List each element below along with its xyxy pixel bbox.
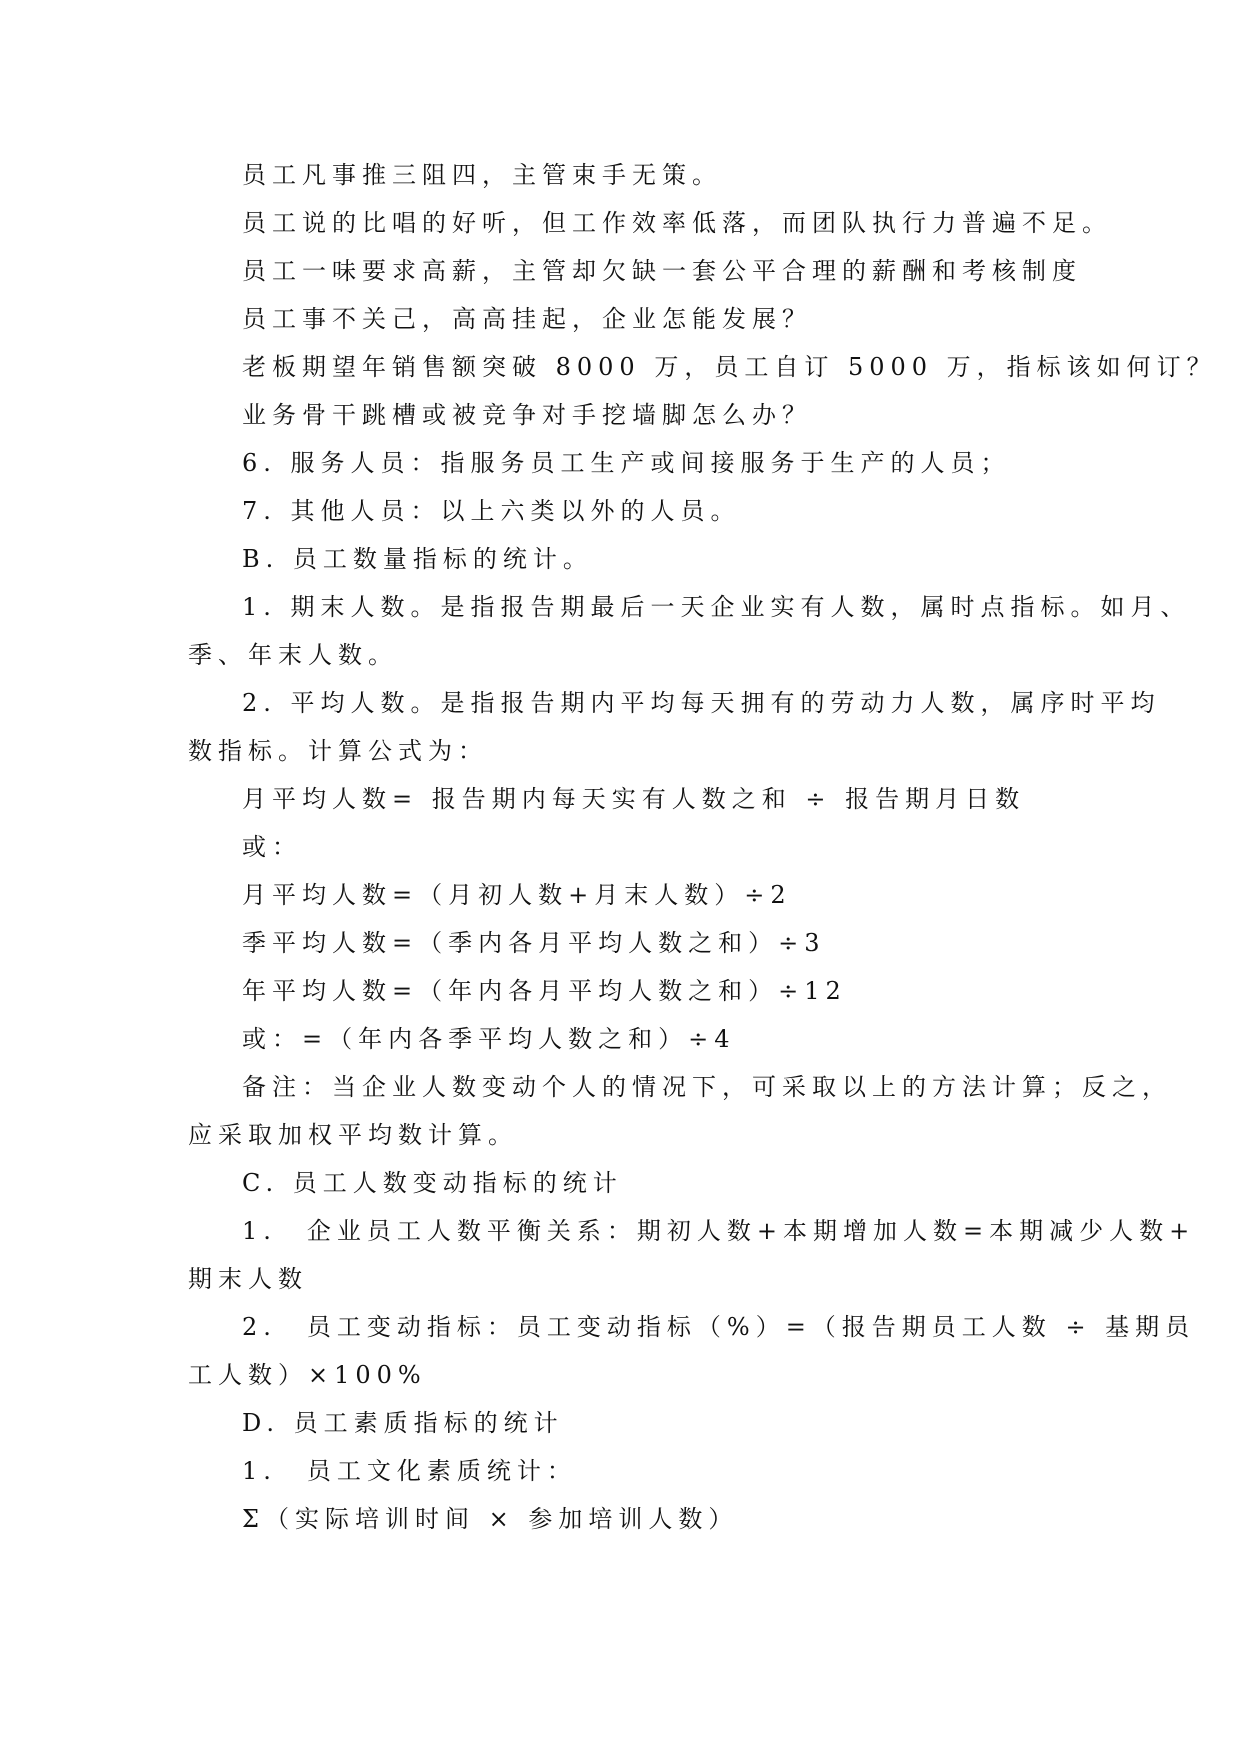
formula-line: 年平均人数=（年内各月平均人数之和）÷12 <box>242 977 847 1005</box>
text-line: 员工说的比唱的好听，但工作效率低落，而团队执行力普遍不足。 <box>242 209 1112 237</box>
text-line: 6. 服务人员：指服务员工生产或间接服务于生产的人员； <box>242 449 1011 477</box>
formula-line: 月平均人数= 报告期内每天实有人数之和 ÷ 报告期月日数 <box>242 785 1026 813</box>
text-line: 1. 期末人数。是指报告期最后一天企业实有人数，属时点指标。如月、 <box>242 593 1191 621</box>
section-heading: C. 员工人数变动指标的统计 <box>242 1169 623 1197</box>
formula-line: 或：=（年内各季平均人数之和）÷4 <box>242 1025 736 1053</box>
formula-line: Σ（实际培训时间 × 参加培训人数） <box>242 1505 739 1533</box>
text-line: 员工一味要求高薪，主管却欠缺一套公平合理的薪酬和考核制度 <box>242 257 1082 285</box>
text-line: 数指标。计算公式为： <box>188 737 488 765</box>
formula-line: 季平均人数=（季内各月平均人数之和）÷3 <box>242 929 826 957</box>
text-line: 1. 员工文化素质统计： <box>242 1457 577 1485</box>
text-line: 工人数）×100% <box>188 1361 427 1389</box>
note-line: 应采取加权平均数计算。 <box>188 1121 518 1149</box>
note-line: 备注：当企业人数变动个人的情况下，可采取以上的方法计算；反之， <box>242 1073 1172 1101</box>
section-heading: D. 员工素质指标的统计 <box>242 1409 564 1437</box>
text-line: 2. 员工变动指标：员工变动指标（%）=（报告期员工人数 ÷ 基期员 <box>242 1313 1196 1341</box>
text-line: 老板期望年销售额突破 8000 万，员工自订 5000 万，指标该如何订？ <box>242 353 1217 381</box>
text-line: 2. 平均人数。是指报告期内平均每天拥有的劳动力人数，属序时平均 <box>242 689 1161 717</box>
text-line: 季、年末人数。 <box>188 641 398 669</box>
text-line: 期末人数 <box>188 1265 308 1293</box>
text-line: 员工凡事推三阻四，主管束手无策。 <box>242 161 722 189</box>
text-line: 1. 企业员工人数平衡关系：期初人数+本期增加人数=本期减少人数+ <box>242 1217 1196 1245</box>
section-heading: B. 员工数量指标的统计。 <box>242 545 593 573</box>
text-line: 或： <box>242 833 302 861</box>
text-line: 员工事不关己，高高挂起，企业怎能发展？ <box>242 305 812 333</box>
text-line: 业务骨干跳槽或被竞争对手挖墙脚怎么办？ <box>242 401 812 429</box>
text-line: 7. 其他人员：以上六类以外的人员。 <box>242 497 741 525</box>
formula-line: 月平均人数=（月初人数+月末人数）÷2 <box>242 881 792 909</box>
